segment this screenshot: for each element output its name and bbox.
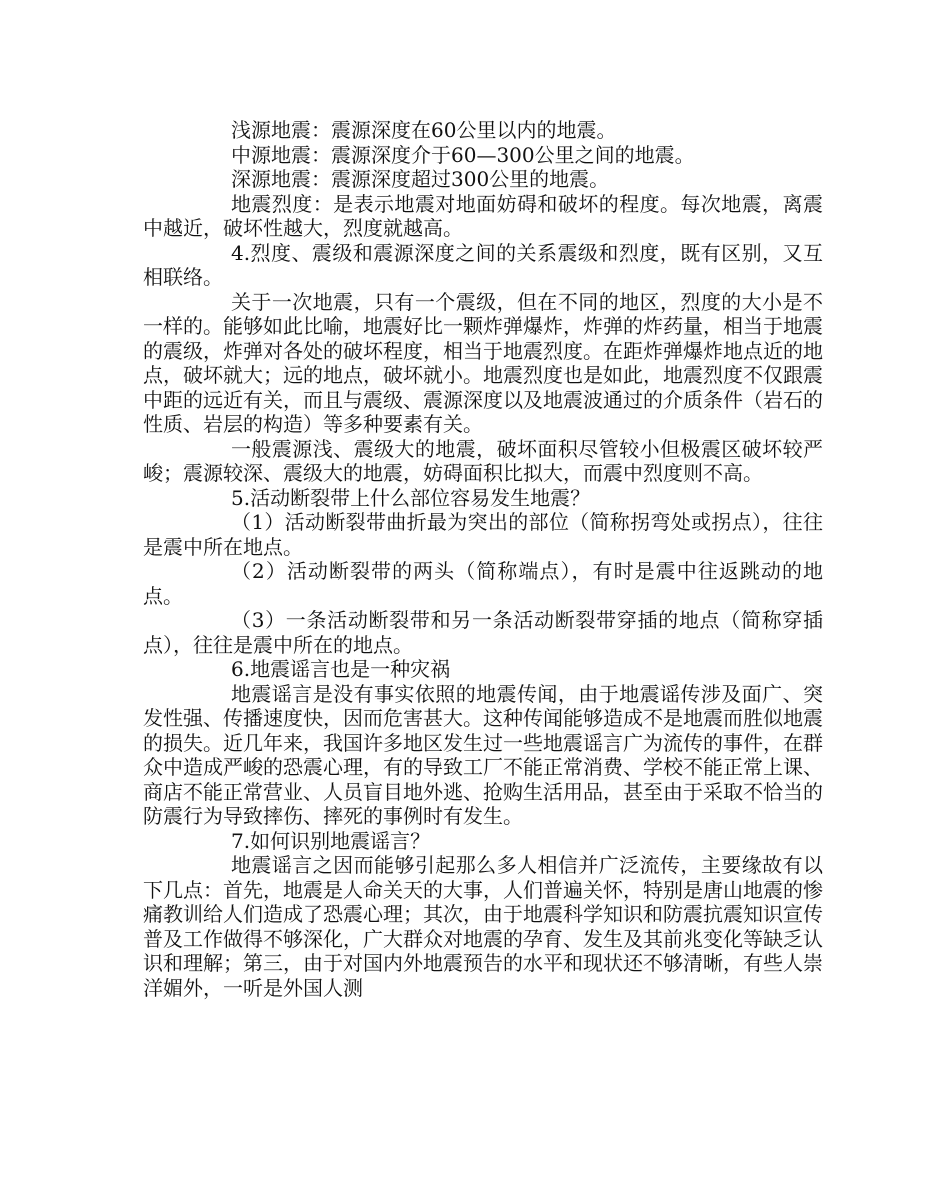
paragraph-fault-end-point: （2）活动断裂带的两头（简称端点），有时是震中往返跳动的地点。 bbox=[143, 559, 823, 608]
paragraph-section-5-heading: 5.活动断裂带上什么部位容易发生地震？ bbox=[231, 485, 591, 510]
paragraph-intermediate-focus: 中源地震：震源深度介于60—300公里之间的地震。 bbox=[231, 142, 695, 167]
paragraph-section-7-heading: 7.如何识别地震谣言？ bbox=[231, 828, 431, 853]
paragraph-shallow-vs-deep: 一般震源浅、震级大的地震，破坏面积尽管较小但极震区破坏较严峻；震源较深、震级大的地震，妨碍面积比拟大，而震中烈度则不高。 bbox=[143, 436, 823, 485]
paragraph-rumor-causes: 地震谣言之因而能够引起那么多人相信并广泛流传，主要缘故有以下几点：首先，地震是人命关天的大事，人们普遍关怀，特别是唐山地震的惨痛教训给人们造成了恐震心理；其次，由于地震科学知识和防震抗震知识宣传普及工作做得不够深化，广大群众对地震的孕育、发生及其前兆变化等缺乏认识和理解；第三，由于对国内外地震预告的水平和现状还不够清晰，有些人崇洋媚外，一听是外国人测 bbox=[143, 853, 823, 1000]
document-body bbox=[143, 118, 823, 1000]
paragraph-shallow-focus: 浅源地震：震源深度在60公里以内的地震。 bbox=[231, 118, 617, 142]
paragraph-rumor-harm: 地震谣言是没有事实依照的地震传闻，由于地震谣传涉及面广、突发性强、传播速度快，因而危害甚大。这种传闻能够造成不是地震而胜似地震的损失。近几年来，我国许多地区发生过一些地震谣言广为流传的事件，在群众中造成严峻的恐震心理，有的导致工厂不能正常消费、学校不能正常上课、商店不能正常营业、人员盲目地外逃、抢购生活用品，甚至由于采取不恰当的防震行为导致摔伤、摔死的事例时有发生。 bbox=[143, 681, 823, 828]
paragraph-bomb-analogy: 关于一次地震，只有一个震级，但在不同的地区，烈度的大小是不一样的。能够如此比喻，地震好比一颗炸弹爆炸，炸弹的炸药量，相当于地震的震级，炸弹对各处的破坏程度，相当于地震烈度。在距炸弹爆炸地点近的地点，破坏就大；远的地点，破坏就小。地震烈度也是如此，地震烈度不仅跟震中距的远近有关，而且与震级、震源深度以及地震波通过的介质条件（岩石的性质、岩层的构造）等多种要素有关。 bbox=[143, 289, 823, 436]
paragraph-section-4-heading: 4.烈度、震级和震源深度之间的关系震级和烈度，既有区别，又互相联络。 bbox=[143, 240, 823, 289]
paragraph-fault-bend-point: （1）活动断裂带曲折最为突出的部位（简称拐弯处或拐点），往往是震中所在地点。 bbox=[143, 510, 823, 559]
paragraph-section-6-heading: 6.地震谣言也是一种灾祸 bbox=[231, 657, 451, 681]
paragraph-intensity-definition: 地震烈度：是表示地震对地面妨碍和破坏的程度。每次地震，离震中越近，破坏性越大，烈度就越高。 bbox=[143, 191, 823, 240]
paragraph-fault-intersection: （3）一条活动断裂带和另一条活动断裂带穿插的地点（简称穿插点），往往是震中所在的地点。 bbox=[143, 608, 823, 657]
paragraph-deep-focus: 深源地震：震源深度超过300公里的地震。 bbox=[231, 167, 610, 191]
